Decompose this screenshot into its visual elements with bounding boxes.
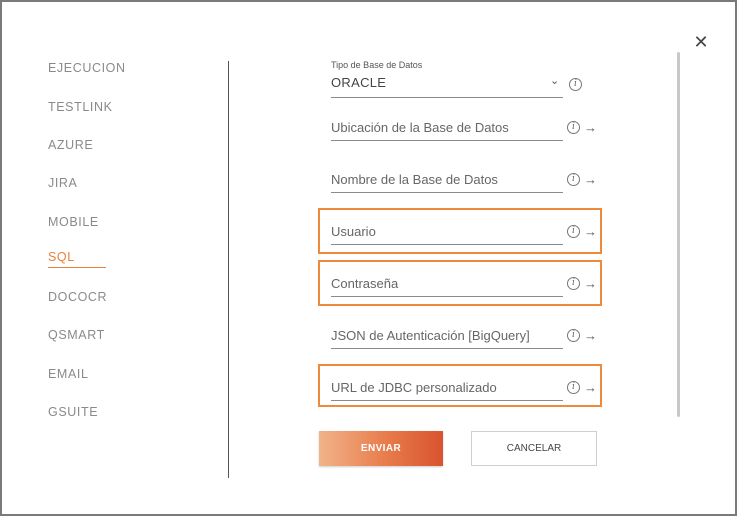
nav-item-ejecucion[interactable]: EJECUCION	[48, 61, 126, 75]
info-icon[interactable]: i	[567, 329, 580, 342]
arrow-right-icon[interactable]: →	[584, 120, 597, 135]
arrow-right-icon[interactable]: →	[584, 328, 597, 343]
db-name-underline	[331, 192, 563, 193]
nav-item-azure[interactable]: AZURE	[48, 138, 94, 152]
nav-item-mobile[interactable]: MOBILE	[48, 215, 99, 229]
jdbc-url-underline	[331, 400, 563, 401]
json-auth-underline	[331, 348, 563, 349]
nav-item-qsmart[interactable]: QSMART	[48, 328, 105, 342]
info-icon[interactable]: i	[567, 121, 580, 134]
db-location-underline	[331, 140, 563, 141]
db-type-select[interactable]: ORACLE	[331, 75, 387, 90]
nav-item-gsuite[interactable]: GSUITE	[48, 405, 99, 419]
nav-item-email[interactable]: EMAIL	[48, 367, 89, 381]
jdbc-url-input[interactable]: URL de JDBC personalizado	[331, 380, 497, 395]
info-icon[interactable]: i	[567, 173, 580, 186]
db-type-label: Tipo de Base de Datos	[331, 60, 423, 70]
nav-item-jira[interactable]: JIRA	[48, 176, 78, 190]
close-icon[interactable]: ✕	[693, 32, 709, 52]
password-underline	[331, 296, 563, 297]
db-type-underline	[331, 97, 563, 98]
vertical-divider	[228, 61, 229, 478]
db-name-input[interactable]: Nombre de la Base de Datos	[331, 172, 498, 187]
nav-item-sql[interactable]: SQL	[48, 250, 75, 264]
chevron-down-icon[interactable]: ⌄	[550, 75, 560, 87]
nav-item-dococr[interactable]: DOCOCR	[48, 290, 108, 304]
db-location-input[interactable]: Ubicación de la Base de Datos	[331, 120, 509, 135]
info-icon[interactable]: i	[567, 277, 580, 290]
json-auth-input[interactable]: JSON de Autenticación [BigQuery]	[331, 328, 530, 343]
arrow-right-icon[interactable]: →	[584, 380, 597, 395]
info-icon[interactable]: i	[569, 78, 582, 91]
nav-item-testlink[interactable]: TESTLINK	[48, 100, 113, 114]
cancel-button[interactable]: CANCELAR	[471, 431, 597, 466]
send-button[interactable]: ENVIAR	[319, 431, 443, 466]
user-input[interactable]: Usuario	[331, 224, 376, 239]
scrollbar[interactable]	[677, 52, 680, 417]
password-input[interactable]: Contraseña	[331, 276, 399, 291]
info-icon[interactable]: i	[567, 225, 580, 238]
arrow-right-icon[interactable]: →	[584, 224, 597, 239]
user-underline	[331, 244, 563, 245]
active-nav-underline	[48, 267, 106, 268]
arrow-right-icon[interactable]: →	[584, 276, 597, 291]
arrow-right-icon[interactable]: →	[584, 172, 597, 187]
info-icon[interactable]: i	[567, 381, 580, 394]
